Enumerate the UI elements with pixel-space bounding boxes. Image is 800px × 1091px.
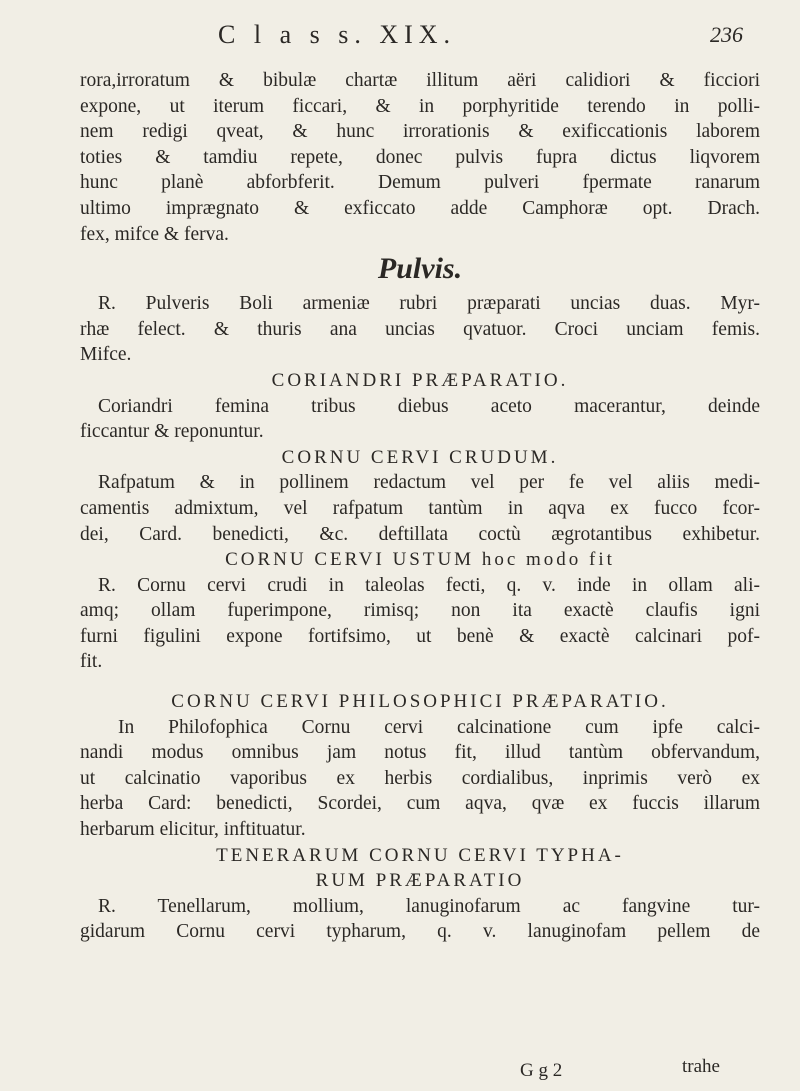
text-line: dei, Card. benedicti, &c. deftillata coctù ægrotantibus exhibetur. (80, 523, 760, 545)
section-heading: RUM PRÆPARATIO (315, 870, 525, 892)
section-heading: CORNU CERVI PHILOSOPHICI PRÆPARATIO. (171, 691, 669, 713)
text-line: Mifce. (80, 344, 132, 366)
text-line: Rafpatum & in pollinem redactum vel per fe vel aliis medi- (98, 472, 760, 494)
text-line: R. Cornu cervi crudi in taleolas fecti, q. v. inde in ollam ali- (98, 574, 760, 596)
running-head-title: C l a s s. XIX. (218, 20, 457, 49)
text-line: amq; ollam fuperimpone, rimisq; non ita exactè claufis igni (80, 600, 760, 622)
page-number: 236 (710, 22, 743, 47)
section-heading: TENERARUM CORNU CERVI TYPHA- (216, 844, 624, 866)
text-line: expone, ut iterum ficcari, & in porphyritide terendo in polli- (80, 95, 760, 117)
text-line: ficcantur & reponuntur. (80, 421, 264, 443)
text-line: nandi modus omnibus jam notus fit, illud tantùm obfervandum, (80, 742, 760, 764)
text-line: R. Pulveris Boli armeniæ rubri præparati uncias duas. Myr- (98, 293, 760, 315)
text-line: camentis admixtum, vel rafpatum tantùm in aqva ex fucco fcor- (80, 497, 760, 519)
text-line: R. Tenellarum, mollium, lanuginofarum ac fangvine tur- (98, 895, 760, 917)
spacer (80, 675, 760, 689)
section-heading: CORNU CERVI CRUDUM. (281, 446, 559, 468)
text-line: fit. (80, 651, 103, 673)
text-line: herbarum elicitur, inftituatur. (80, 819, 306, 841)
catchword: trahe (682, 1056, 720, 1077)
text-line: fex, mifce & ferva. (80, 223, 229, 245)
text-line: In Philofophica Cornu cervi calcinatione cum ipfe calci- (118, 716, 760, 738)
text-line: rora,irroratum & bibulæ chartæ illitum aëri calidiori & ficciori (80, 70, 760, 91)
text-line: nem redigi qveat, & hunc irrorationis & exificcationis laborem (80, 121, 760, 143)
text-line: furni figulini expone fortifsimo, ut benè & exactè calcinari pof- (80, 625, 760, 647)
text-line: herba Card: benedicti, Scordei, cum aqva, qvæ ex fuccis illarum (80, 793, 760, 815)
running-head (0, 20, 800, 60)
text-line: hunc planè abforbferit. Demum pulveri fpermate ranarum (80, 172, 760, 194)
body-text (80, 68, 760, 945)
section-heading: CORNU CERVI USTUM hoc modo fit (225, 549, 615, 571)
text-line: ultimo imprægnato & exficcato adde Camphoræ opt. Drach. (80, 197, 760, 219)
text-line: gidarum Cornu cervi typharum, q. v. lanuginofam pellem de (80, 921, 760, 943)
text-line: ut calcinatio vaporibus ex herbis cordialibus, inprimis verò ex (80, 767, 760, 789)
signature-mark: G g 2 (520, 1060, 563, 1081)
section-heading: CORIANDRI PRÆPARATIO. (271, 369, 569, 391)
text-line: Coriandri femina tribus diebus aceto macerantur, deinde (98, 395, 760, 417)
text-line: rhæ felect. & thuris ana uncias qvatuor. Croci unciam femis. (80, 318, 760, 340)
text-line: toties & tamdiu repete, donec pulvis fupra dictus liqvorem (80, 146, 760, 168)
section-heading-italic: Pulvis. (377, 252, 463, 286)
